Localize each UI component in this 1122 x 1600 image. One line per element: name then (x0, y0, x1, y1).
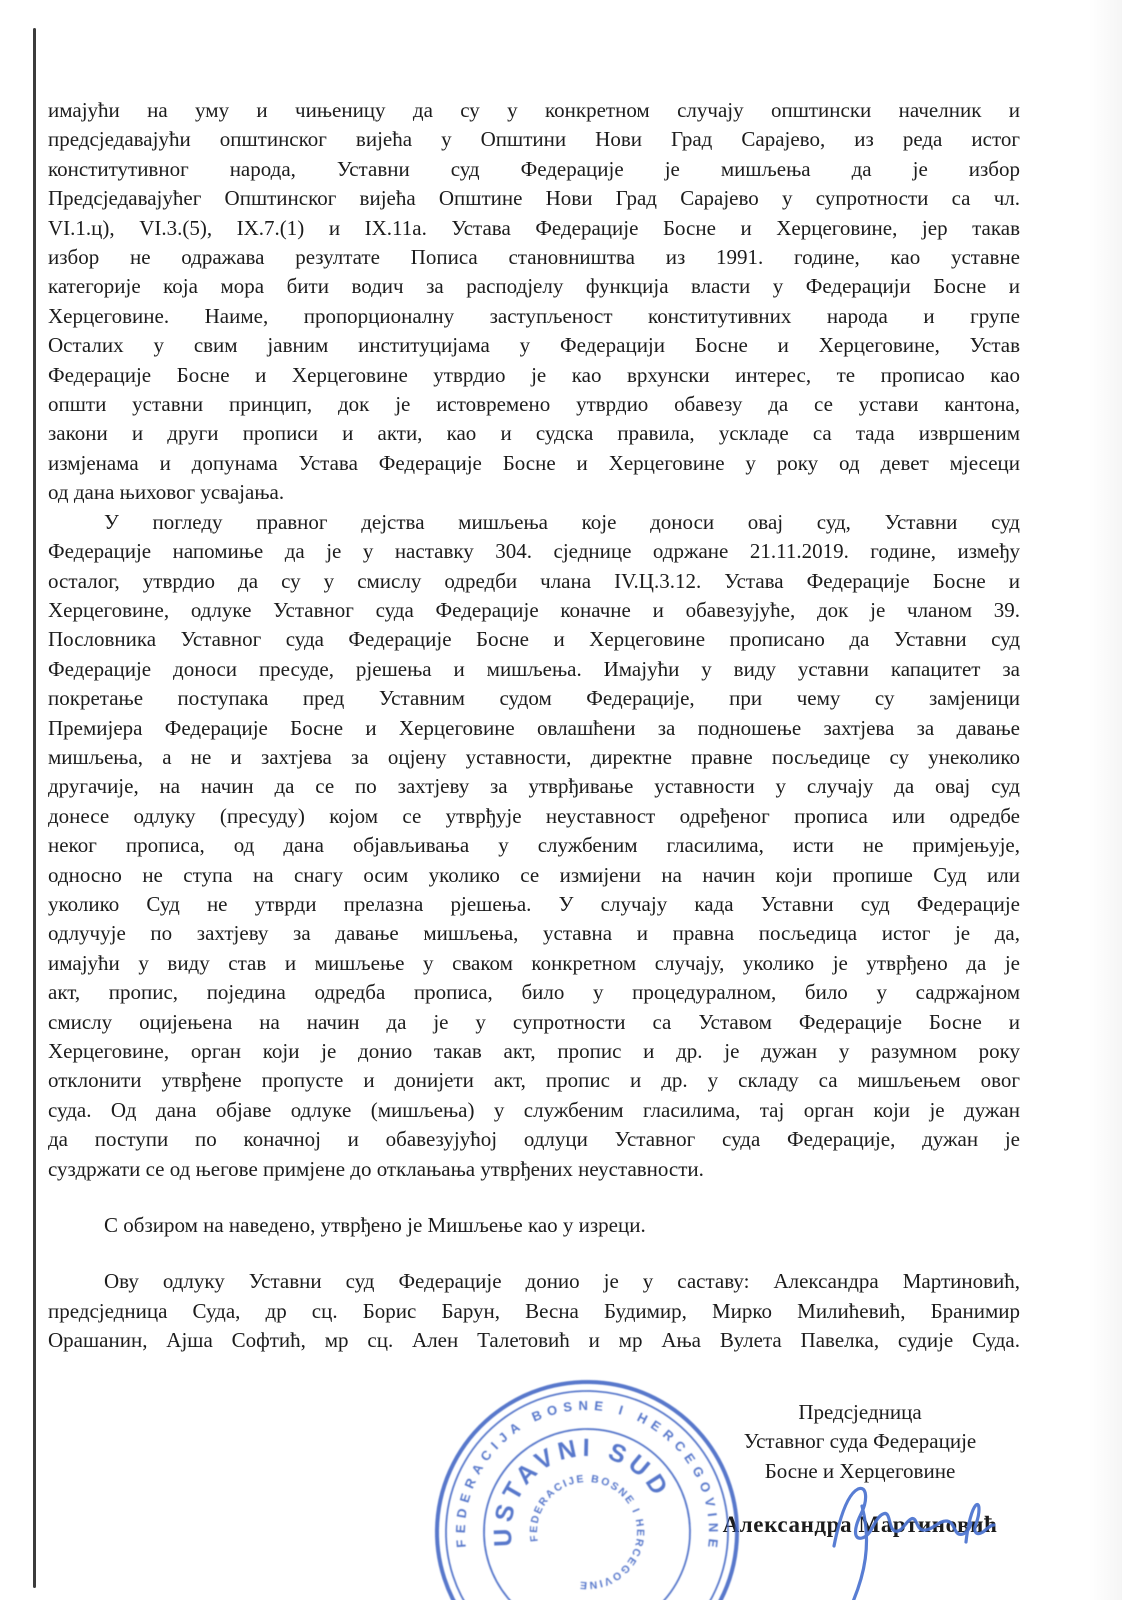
text-line: од дана њиховог усвајања. (48, 480, 285, 505)
paragraph-4 (48, 1267, 1020, 1355)
text-line: смислу оцијењена на начин да је у супротности са Уставом Федерације Босне и (48, 1009, 1020, 1034)
text-line: Херцеговине, одлуке Уставног суда Федерације коначне и обавезујуће, док је чланом 39. (48, 597, 1020, 622)
text-line: У погледу правног дејства мишљења које доноси овај суд, Уставни суд (104, 509, 1020, 534)
text-line: Осталих у свим јавним институцијама у Федерацији Босне и Херцеговине, Устав (48, 333, 1020, 358)
seal-outer-text: FEDERACIJA BOSNE I HERCEGOVINE (452, 1397, 722, 1555)
text-line: суздржати се од његове примјене до отклањања утврђених неуставности. (48, 1156, 704, 1181)
seal-middle-circle (457, 1402, 717, 1600)
signature-title-line-2: Уставног суда Федерације (743, 1429, 977, 1454)
signature-title-line-1: Предсједница (798, 1400, 922, 1424)
text-line: предсједавајући општинског вијећа у Општини Нови Град Сарајево, из реда истог (48, 127, 1020, 152)
text-line: одлучује по захтјеву за давање мишљења, уставна и правна посљедица истог је да, (48, 921, 1020, 946)
signature-block (692, 1398, 1028, 1540)
text-line: отклонити утврђене пропусте и донијети акт, пропис и др. у складу са мишљењем овог (48, 1068, 1020, 1093)
svg-text:FEDERACIJA BOSNE I HERCEGOVINE (420, 1363, 734, 1600)
paragraph-3 (48, 1211, 1020, 1240)
text-line: општи уставни принцип, док је истовремено утврдио обавезу да се устави кантона, (48, 392, 1020, 417)
text-line: другачије, на начин да се по захтјеву за утврђивање уставности у случају да овај суд (48, 774, 1020, 799)
text-line: Херцеговине, орган који је донио такав акт, пропис и др. је дужан у разумном року (48, 1039, 1020, 1063)
text-line: Премијера Федерације Босне и Херцеговине овлашћени за подношење захтјева за давање (48, 715, 1020, 740)
svg-text:USTAVNI SUD (464, 1408, 678, 1556)
seal-inner-arc-text: USTAVNI SUD (488, 1433, 676, 1548)
signature-title-line-3: Босне и Херцеговине (764, 1458, 956, 1483)
text-line: Федерације Босне и Херцеговине утврдио је као врхунски интерес, те прописао као (48, 362, 1020, 387)
text-line: имајући у виду став и мишљење у сваком конкретном случају, уколико је утврђено да је (48, 950, 1020, 975)
scan-artifact-right-shade (1088, 0, 1122, 1600)
text-line: предсједница Суда, др сц. Борис Барун, Весна Будимир, Мирко Милићевић, Бранимир (48, 1298, 1020, 1323)
text-line: измјенама и допунама Устава Федерације Босне и Херцеговине у року од девет мјесеци (48, 450, 1020, 475)
text-line: Федерације напомиње да је у наставку 304. сједнице одржане 21.11.2019. године, између (48, 539, 1020, 564)
text-line: акт, пропис, поједина одредба прописа, било у процедуралном, било у садржајном (48, 980, 1020, 1005)
text-line: имајући на уму и чињеницу да су у конкретном случају општински начелник и (48, 98, 1020, 122)
text-line: VI.1.ц), VI.3.(5), IX.7.(1) и IX.11а. Устава Федерације Босне и Херцеговине, јер такав (48, 215, 1020, 240)
paragraph-1 (48, 96, 1020, 508)
text-line: неког прописа, од дана објављивања у службеним гласилима, исти не примјењује, (48, 833, 1020, 858)
text-line: категорије која мора бити водич за расподјелу функција власти у Федерацији Босне и (48, 274, 1020, 299)
text-line: Предсједавајућег Општинског вијећа Општине Нови Град Сарајево у супротности са чл. (48, 186, 1020, 211)
text-line: суда. Од дана објаве одлуке (мишљења) у службеним гласилима, тај орган који је дужан (48, 1097, 1020, 1122)
text-line: Орашанин, Ајша Софтић, мр сц. Ален Талетовић и мр Ања Вулета Павелка, судије Суда. (48, 1328, 1020, 1353)
document-body (48, 96, 1020, 1356)
text-line: Пословника Уставног суда Федерације Босне и Херцеговине прописано да Уставни суд (48, 627, 1020, 652)
scan-artifact-left-line (33, 28, 36, 1588)
text-line: Херцеговине. Наиме, пропорционалну заступљеност конститутивних народа и групе (48, 303, 1020, 328)
text-line: уколико Суд не утврди прелазна рјешења. У случају када Уставни суд Федерације (48, 891, 1020, 916)
text-line: осталог, утврдио да су у смислу одредби члана IV.Ц.3.12. Устава Федерације Босне и (48, 568, 1020, 593)
text-line: покретање поступака пред Уставним судом Федерације, при чему су замјеници (48, 686, 1020, 711)
svg-text:FEDERACIJE BOSNE I HERCEGOVINE (513, 1458, 661, 1600)
text-line: избор не одражава резултате Пописа становништва из 1991. године, као уставне (48, 245, 1020, 270)
text-line: мишљења, а не и захтјева за оцјену уставности, директне правне посљедице су унеколико (48, 744, 1020, 769)
text-line: Федерације доноси пресуде, рјешења и мишљења. Имајући у виду уставни капацитет за (48, 656, 1020, 681)
text-line: да поступи по коначној и обавезујућој одлуци Уставног суда Федерације, дужан је (48, 1127, 1020, 1152)
seal-inner-ring-text: FEDERACIJE BOSNE I HERCEGOVINE (527, 1472, 647, 1592)
text-line: закони и други прописи и акти, као и судска правила, ускладе са тада извршеним (48, 421, 1020, 446)
text-line: Ову одлуку Уставни суд Федерације донио је у саставу: Александра Мартиновић, (104, 1269, 1020, 1294)
signer-name: Александра Мартиновић (722, 1512, 998, 1538)
text-line: конститутивног народа, Уставни суд Федерације је мишљења да је избор (48, 156, 1020, 181)
text-line: односно не ступа на снагу осим уколико се измијени на начин који пропише Суд или (48, 862, 1020, 887)
text-line: донесе одлуку (пресуду) којом се утврђује неуставност одређеног прописа или одредбе (48, 803, 1020, 828)
text-line: С обзиром на наведено, утврђено је Мишљење као у изреци. (104, 1213, 646, 1238)
paragraph-2 (48, 508, 1020, 1184)
